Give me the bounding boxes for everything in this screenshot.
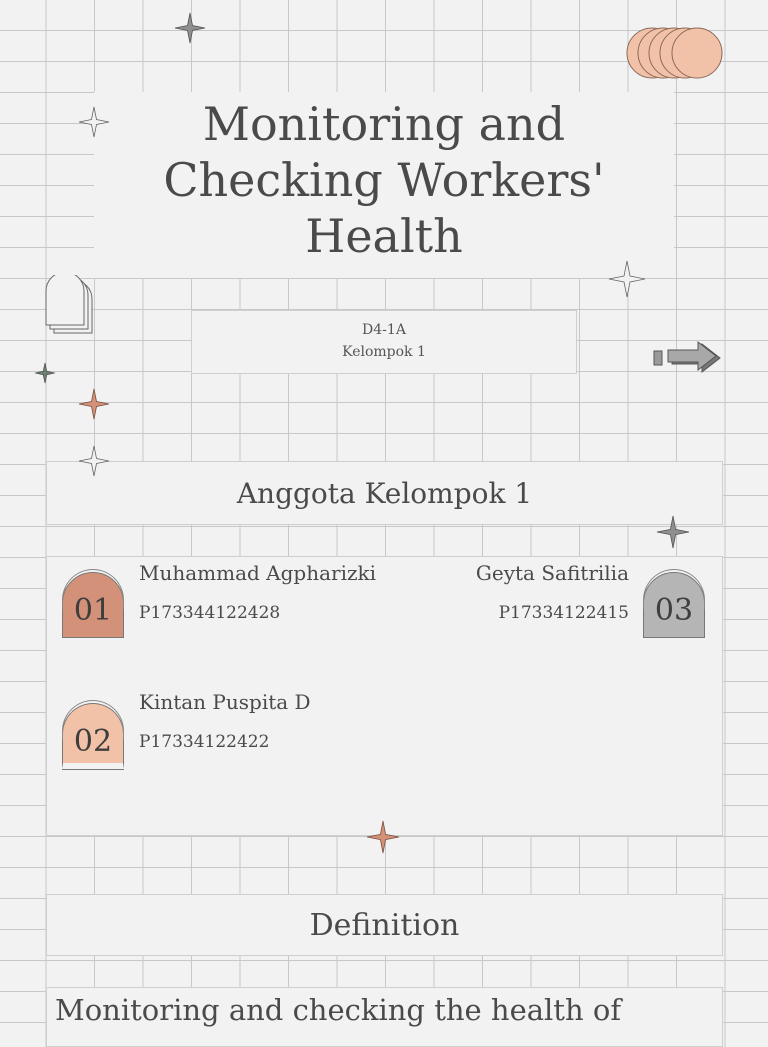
- members-heading: Anggota Kelompok 1: [236, 477, 533, 510]
- member-id: P173344122428: [139, 603, 281, 623]
- stacked-circles-icon: [624, 26, 726, 82]
- title-line-2: Checking Workers': [163, 153, 605, 207]
- members-panel: [46, 556, 723, 836]
- sparkle-icon: [78, 445, 110, 477]
- sparkle-icon: [608, 260, 646, 298]
- sparkle-icon: [78, 388, 110, 420]
- class-label: D4-1A: [362, 322, 406, 338]
- definition-text: Monitoring and checking the health of: [55, 993, 622, 1027]
- sparkle-icon: [174, 12, 206, 44]
- member-id: P17334122422: [139, 732, 270, 752]
- member-number-badge: 02: [62, 703, 124, 769]
- member-id: P17334122415: [498, 603, 629, 623]
- page-title: [94, 96, 674, 264]
- sparkle-icon: [78, 106, 110, 138]
- definition-body-panel: [46, 987, 723, 1047]
- definition-heading-panel: [46, 894, 723, 956]
- title-panel: [94, 92, 674, 278]
- member-number-badge: 01: [62, 572, 124, 638]
- definition-heading: Definition: [309, 908, 460, 943]
- member-name: Muhammad Agpharizki: [139, 561, 377, 585]
- sparkle-icon: [656, 515, 690, 549]
- sparkle-icon: [366, 820, 400, 854]
- group-label: Kelompok 1: [342, 344, 426, 360]
- title-line-1: Monitoring and: [202, 97, 566, 151]
- sparkle-icon: [34, 362, 56, 384]
- arrow-right-icon: [652, 338, 726, 376]
- member-name: Kintan Puspita D: [139, 690, 311, 714]
- stacked-arches-icon: [42, 275, 98, 337]
- title-line-3: Health: [305, 209, 463, 263]
- subtitle-panel: [191, 310, 577, 374]
- members-heading-panel: [46, 461, 723, 525]
- member-name: Geyta Safitrilia: [475, 561, 629, 585]
- member-number-badge: 03: [643, 572, 705, 638]
